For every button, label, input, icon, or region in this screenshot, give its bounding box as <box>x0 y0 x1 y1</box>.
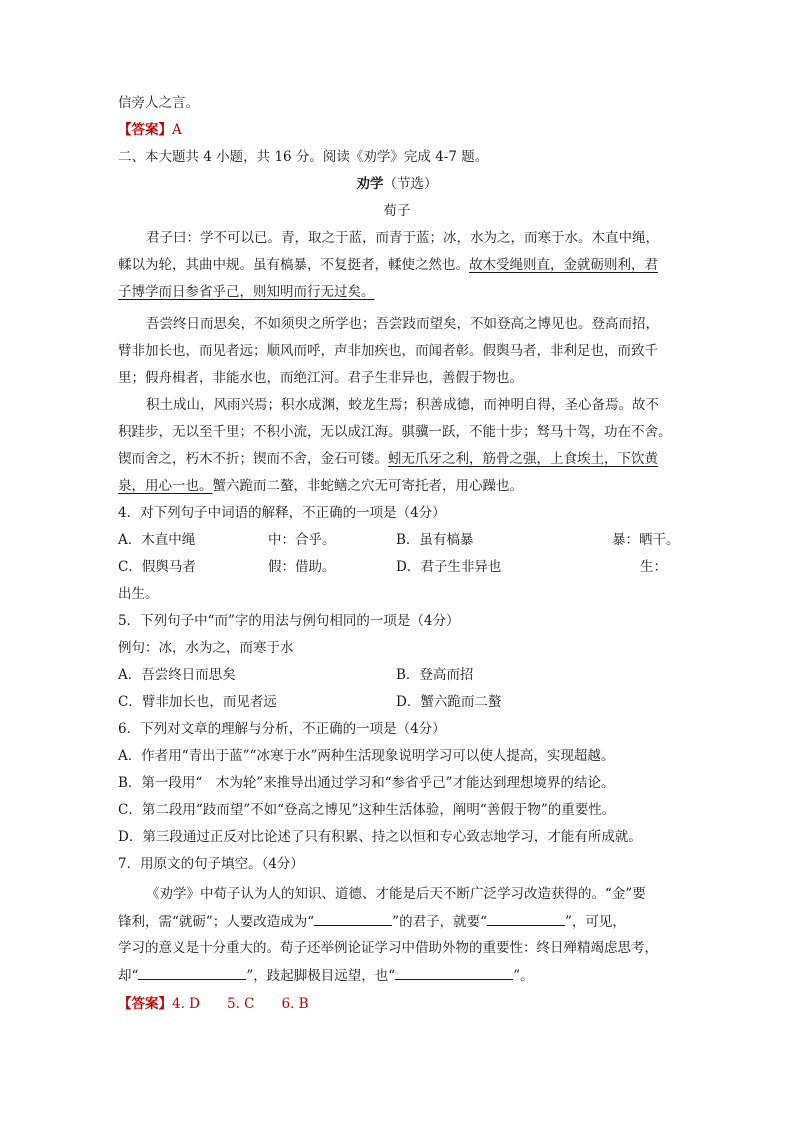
option-a: A．木直中绳 <box>118 532 196 548</box>
question-4 <box>118 503 684 523</box>
option-c: C．假舆马者 <box>118 559 196 575</box>
fill-blank-line <box>118 965 684 986</box>
answer-line <box>118 120 684 140</box>
question-text: 6．下列对文章的理解与分析，不正确的一项是（4分） <box>118 721 446 737</box>
underlined-text: 故木受绳则直，金就砺则利，君 <box>469 257 658 273</box>
text-line <box>118 93 684 113</box>
text: 学习的意义是十分重大的。荀子还举例论证学习中借助外物的重要性：终日殚精竭虑思考， <box>118 940 658 956</box>
option-d: D．第三段通过正反对比论述了只有积累、持之以恒和专心致志地学习，才能有所成就。 <box>118 829 642 845</box>
option-d: D．蟹六跪而二螯 <box>396 694 502 710</box>
option-row <box>118 746 684 766</box>
paragraph-line <box>146 314 684 334</box>
paragraph-line <box>118 341 684 361</box>
option-row <box>118 557 684 577</box>
example-text: 例句：冰，水为之，而寒于水 <box>118 640 294 656</box>
option-row <box>118 827 684 847</box>
answer-value: A <box>172 122 182 138</box>
option-row <box>118 800 684 820</box>
paragraph-line <box>146 228 684 248</box>
text: 《劝学》中荀子认为人的知识、道德、才能是后天不断广泛学习改造获得的。“金”要 <box>146 886 646 902</box>
text: ”，跂起脚极目远望，也“ <box>246 968 396 984</box>
option-a: A．吾尝终日而思矣 <box>118 667 236 683</box>
text: 蟹六跪而二螯，非蛇鳝之穴无可寄托者，用心躁也。 <box>212 478 523 494</box>
underlined-text: 泉，用心一也。 <box>118 478 213 494</box>
option-a-gloss: 中：合乎。 <box>268 532 336 548</box>
text: 积跬步，无以至千里；不积小流，无以成江海。骐骥一跃，不能十步；驽马十驾，功在不舍。 <box>118 424 672 440</box>
text: 君子曰：学不可以已。青，取之于蓝，而青于蓝；冰，水为之，而寒于水。木直中绳， <box>146 230 659 246</box>
paragraph-line <box>118 449 684 469</box>
underlined-text: 子博学而日参省乎己，则知明而行无过矣。 <box>118 284 375 300</box>
section-heading <box>118 147 684 167</box>
text: ”的君子，就要“ <box>392 914 488 930</box>
text: 輮以为轮，其曲中规。虽有槁暴，不复挺者，輮使之然也。 <box>118 257 469 273</box>
paragraph-line <box>118 368 684 388</box>
option-b: B．虽有槁暴 <box>396 532 474 548</box>
option-row <box>118 665 684 685</box>
text: 积土成山，风雨兴焉；积水成渊，蛟龙生焉；积善成德，而神明自得，圣心备焉。故不 <box>146 397 659 413</box>
text: 锲而舍之，朽木不折；锲而不舍，金石可镂。 <box>118 451 388 467</box>
answer-label: 【答案】 <box>118 122 172 138</box>
option-b-gloss: 暴：晒干。 <box>612 532 680 548</box>
answer-value: 4. D 5. C 6. B <box>172 996 309 1012</box>
answer-blank[interactable] <box>395 965 513 980</box>
text: 锋利，需“就砺”；人要改造成为“ <box>118 914 315 930</box>
paragraph-line <box>146 884 684 904</box>
option-d: D．君子生非异也 <box>396 559 502 575</box>
question-text: 7．用原文的句子填空。（4分） <box>118 856 304 872</box>
paragraph-line <box>118 422 684 442</box>
essay-title <box>0 174 794 194</box>
question-text: 5．下列句子中“而”字的用法与例句相同的一项是（4分） <box>118 613 460 629</box>
text: 里；假舟楫者，非能水也，而绝江河。君子生非异也，善假于物也。 <box>118 370 523 386</box>
answer-blank[interactable] <box>138 965 246 980</box>
answer-blank[interactable] <box>314 911 392 926</box>
text: ”。 <box>513 968 534 984</box>
option-c: C．臂非加长也，而见者远 <box>118 694 277 710</box>
option-b: B．第一段用“ 木为轮”来推导出通过学习和“参省乎己”才能达到理想境界的结论。 <box>118 775 615 791</box>
paragraph-line <box>146 395 684 415</box>
fill-blank-line <box>118 911 684 932</box>
essay-author <box>0 201 794 221</box>
option-b: B．登高而招 <box>396 667 474 683</box>
text: 信旁人之言。 <box>118 95 199 111</box>
text: 二、本大题共 4 小题，共 16 分。阅读《劝学》完成 4-7 题。 <box>118 149 489 165</box>
option-row <box>118 692 684 712</box>
option-c-gloss: 假：借助。 <box>268 559 336 575</box>
text: 却“ <box>118 968 139 984</box>
title-main: 劝学 <box>356 176 384 192</box>
question-7 <box>118 854 684 874</box>
example-line <box>118 638 684 658</box>
paragraph-line <box>118 255 684 275</box>
author: 荀子 <box>383 203 411 219</box>
question-6 <box>118 719 684 739</box>
answer-label: 【答案】 <box>118 996 172 1012</box>
option-row <box>118 773 684 793</box>
option-d-gloss-cont: 出生。 <box>118 586 159 602</box>
answer-blank[interactable] <box>487 911 565 926</box>
option-row <box>118 530 684 550</box>
option-c: C．第二段用“跂而望”不如“登高之博见”这种生活体验，阐明“善假于物”的重要性。 <box>118 802 616 818</box>
question-5 <box>118 611 684 631</box>
option-d-gloss: 生： <box>640 559 667 575</box>
paragraph-line <box>118 938 684 958</box>
text: 吾尝终日而思矣，不如须臾之所学也；吾尝跂而望矣，不如登高之博见也。登高而招， <box>146 316 659 332</box>
option-a: A．作者用“青出于蓝”“冰寒于水”两种生活现象说明学习可以使人提高，实现超越。 <box>118 748 615 764</box>
text-line <box>118 584 684 604</box>
paragraph-line <box>118 282 684 302</box>
answer-line <box>118 994 684 1014</box>
paragraph-line <box>118 476 684 496</box>
underlined-text: 蚓无爪牙之利，筋骨之强，上食埃土，下饮黄 <box>388 451 658 467</box>
text: 臂非加长也，而见者远；顺风而呼，声非加疾也，而闻者彰。假舆马者，非利足也，而致千 <box>118 343 658 359</box>
question-text: 4．对下列句子中词语的解释，不正确的一项是（4分） <box>118 505 446 521</box>
text: ”，可见， <box>565 914 626 930</box>
title-sub: （节选） <box>383 176 438 192</box>
